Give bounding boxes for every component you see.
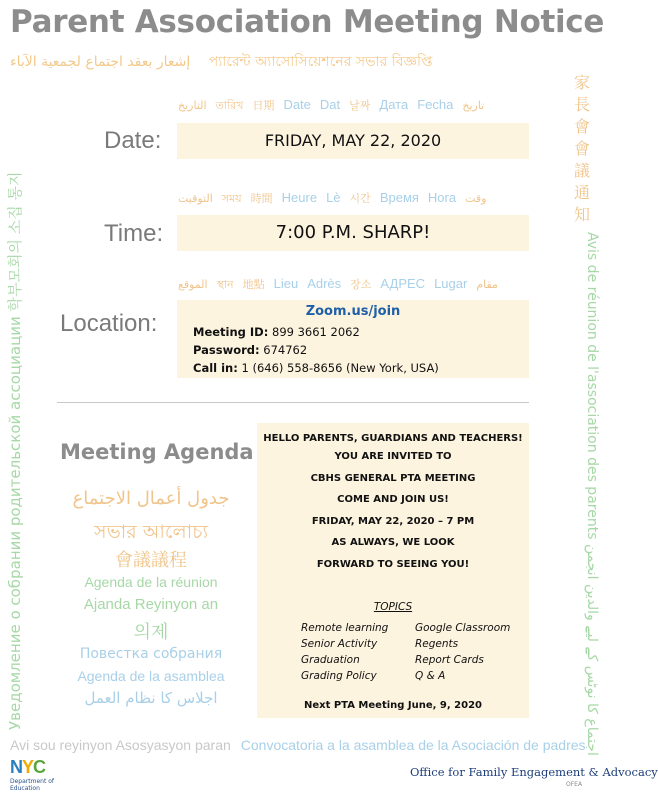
location-word: مقام: [476, 278, 498, 291]
agenda-translation-chinese: 會議議程: [115, 550, 187, 571]
announcement-line: YOU ARE INVITED TO: [334, 451, 452, 462]
vertical-translation-chinese: 家 長 會 會 議 通 知: [573, 73, 590, 224]
topics-title: TOPICS: [373, 601, 413, 613]
topic-item: Senior Activity: [301, 638, 378, 650]
callin-label: Call in:: [193, 361, 238, 375]
time-word: সময়: [221, 192, 242, 205]
agenda-translation-arabic: جدول أعمال الاجتماع: [72, 488, 230, 509]
password-value: 674762: [263, 343, 308, 357]
meeting-id-line: [193, 325, 360, 339]
date-word: Fecha: [417, 97, 454, 112]
location-translations: [178, 276, 507, 295]
bottom-translations: [10, 737, 586, 753]
date-label: Date:: [104, 127, 162, 154]
date-word: 날짜: [349, 99, 371, 112]
location-word: АДРЕС: [380, 276, 426, 291]
time-label: Time:: [104, 220, 164, 247]
topic-item: Grading Policy: [301, 670, 377, 682]
time-word: Heure: [281, 190, 318, 205]
time-word: التوقيت: [178, 192, 213, 205]
time-translations: [178, 190, 495, 209]
next-meeting: Next PTA Meeting June, 9, 2020: [303, 700, 483, 711]
date-word: التاريخ: [178, 99, 207, 112]
vertical-translation-left: Уведомление о собрании родительской ассоциации 학부모회의 소집 통지: [6, 171, 24, 730]
agenda-translation-spanish: Agenda de la asamblea: [77, 668, 225, 684]
announcement-line: HELLO PARENTS, GUARDIANS AND TEACHERS!: [263, 433, 523, 444]
date-word: تاریخ: [462, 99, 485, 112]
agenda-title: Meeting Agenda: [60, 440, 254, 464]
agenda-translation-bengali: সভার আলোচ্য: [94, 521, 208, 543]
date-translations: [178, 97, 493, 116]
time-value: 7:00 P.M. SHARP!: [275, 222, 431, 243]
location-word: 地點: [242, 278, 265, 291]
section-divider: [57, 402, 529, 403]
agenda-translation-urdu: اجلاس کا نظام العمل: [84, 689, 218, 707]
location-word: Adrès: [307, 276, 342, 291]
office-subtitle: OFEA: [566, 781, 583, 788]
office-name: Office for Family Engagement & Advocacy: [410, 765, 658, 779]
time-box: [177, 215, 529, 251]
time-word: 시간: [349, 192, 371, 205]
location-box: [177, 300, 529, 378]
date-value: FRIDAY, MAY 22, 2020: [264, 131, 442, 150]
location-word: Lugar: [434, 276, 468, 291]
password-label: Password:: [193, 343, 260, 357]
announcement-line: FORWARD TO SEEING YOU!: [316, 559, 470, 570]
announcement-line: COME AND JOIN US!: [337, 494, 449, 505]
location-word: স্থান: [216, 278, 234, 291]
password-line: [193, 343, 307, 357]
nyc-logo-subtitle: Department of Education: [10, 778, 54, 792]
date-word: Date: [283, 97, 311, 112]
agenda-translation-russian: Повестка собрания: [79, 646, 223, 662]
topic-item: Q & A: [415, 670, 446, 682]
nyc-logo-text: NYC: [10, 757, 46, 777]
title-translation-bengali: প্যারেন্ট অ্যাসোসিয়েশনের সভার বিজ্ঞপ্তি: [208, 54, 433, 70]
zoom-link[interactable]: Zoom.us/join: [305, 304, 401, 319]
time-word: Hora: [427, 190, 457, 205]
location-word: 장소: [350, 278, 372, 291]
time-word: Время: [379, 190, 419, 205]
date-word: 日期: [252, 99, 275, 112]
date-word: Дата: [379, 97, 409, 112]
callin-value: 1 (646) 558-8656 (New York, USA): [241, 361, 439, 375]
agenda-translation-haitian: Ajanda Reyinyon an: [83, 596, 219, 613]
announcement-line: FRIDAY, MAY 22, 2020 – 7 PM: [311, 516, 475, 527]
meeting-id-label: Meeting ID:: [193, 325, 269, 339]
topic-item: Remote learning: [301, 622, 389, 634]
announcement-line: AS ALWAYS, WE LOOK: [331, 537, 455, 548]
location-word: الموقع: [178, 278, 208, 291]
nyc-doe-logo: [10, 758, 54, 792]
topic-item: Google Classroom: [415, 622, 511, 634]
date-word: তারিখ: [215, 99, 244, 112]
location-word: Lieu: [273, 276, 299, 291]
callin-line: [193, 361, 439, 375]
topic-item: Graduation: [301, 654, 360, 666]
date-word: Dat: [319, 97, 341, 112]
time-word: Lè: [326, 190, 341, 205]
agenda-translation-french: Agenda de la réunion: [84, 574, 218, 590]
announcement-box: [257, 423, 529, 718]
location-label: Location:: [60, 310, 158, 337]
bottom-translation-haitian: Avi sou reyinyon Asosyasyon paran: [10, 737, 231, 753]
time-word: وقت: [465, 192, 487, 205]
agenda-translation-korean: 의제: [133, 622, 169, 643]
time-word: 時間: [250, 192, 273, 205]
topic-item: Regents: [415, 638, 459, 650]
title-translation-arabic: إشعار بعقد اجتماع لجمعية الآباء: [10, 54, 191, 70]
vertical-translation-right: Avis de réunion de l'association des parents اجتماع کا نوٹس کے لیے والدین انجمن: [584, 232, 600, 756]
bottom-translation-spanish: Convocatoria a la asamblea de la Asociación de padres: [240, 737, 586, 753]
meeting-id-value: 899 3661 2062: [272, 325, 360, 339]
announcement-line: CBHS GENERAL PTA MEETING: [310, 473, 476, 484]
page-title: Parent Association Meeting Notice: [10, 4, 605, 40]
title-translations: [10, 50, 446, 74]
topic-item: Report Cards: [415, 654, 484, 666]
date-box: [177, 123, 529, 159]
